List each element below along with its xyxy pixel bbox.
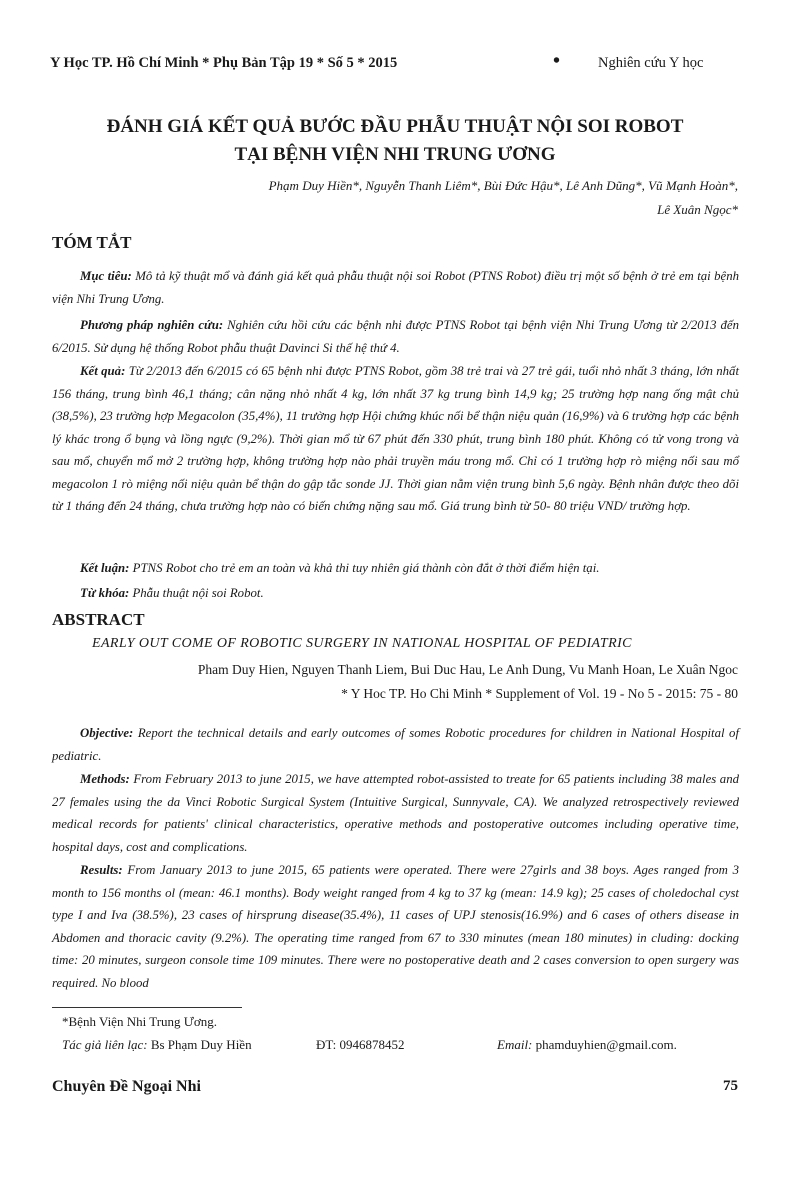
results-label: Kết quả: [80,364,126,378]
running-header-left: Y Học TP. Hồ Chí Minh * Phụ Bản Tập 19 * Số 5 * 2015 [50,55,398,71]
abstract-authors: Pham Duy Hien, Nguyen Thanh Liem, Bui Duc Hau, Le Anh Dung, Vu Manh Hoan, Le Xuân Ngoc [197,662,738,677]
footnote-affiliation: *Bệnh Viện Nhi Trung Ương. [62,1014,217,1029]
summary-results [52,360,739,518]
running-header-right: Nghiên cứu Y học [598,55,704,71]
authors-line-2: Lê Xuân Ngọc* [657,202,738,217]
abstract-results-label: Results: [80,863,123,877]
footnote-email [497,1037,677,1053]
method-label: Phương pháp nghiên cứu: [80,318,224,332]
contact-label: Tác giả liên lạc: [62,1037,148,1052]
abstract-results-text: From January 2013 to june 2015, 65 patients were operated. There were 27girls and 38 boys. Ages ranged from 3 month to 156 months ol (mean: 46.1 months). Body weight ranged from 4 kg to 37 kg (mean: 14.9 kg); 25 cases of choledochal cyst type I and Iva (38.5%), 23 cases of hirsprung disease(35.4%), 11 cases of UPJ stenosis(16.9%) and 6 cases of others disease in Abdomen and thoracic cavity (9.2%). The operating time ranged from 67 to 330 minutes (mean 180 minutes) in cluding: docking time: 20 minutes, surgeon console time 109 minutes. There were no postoperative death and 2 cases conversion to open surgery was required. No blood [52,863,739,990]
objective-label: Mục tiêu: [80,269,132,283]
email-label: Email: [497,1037,533,1052]
footer-journal-section: Chuyên Đề Ngoại Nhi [52,1078,201,1095]
keywords-text: Phẫu thuật nội soi Robot. [132,586,264,600]
abstract-methods [52,768,739,858]
authors-line-1: Phạm Duy Hiền*, Nguyễn Thanh Liêm*, Bùi Đức Hậu*, Lê Anh Dũng*, Vũ Mạnh Hoàn*, [268,178,738,193]
abstract-objective-label: Objective: [80,726,134,740]
footnote-phone: ĐT: 0946878452 [316,1037,405,1052]
paper-title-line-1: ĐÁNH GIÁ KẾT QUẢ BƯỚC ĐẦU PHẪU THUẬT NỘI SOI ROBOT [106,116,684,137]
contact-name: Bs Phạm Duy Hiền [150,1037,252,1052]
email-address: phamduyhien@gmail.com. [535,1037,677,1052]
abstract-objective [52,722,739,767]
page-number: 75 [723,1078,738,1094]
abstract-methods-text: From February 2013 to june 2015, we have attempted robot-assisted to treate for 65 patients including 38 males and 27 females using the da Vinci Robotic Surgical System (Intuitive Surgical, Sunnyvale, CA). We analyzed retrospectively reviewed medical records for patients' clinical characteristics, operative methods and postoperative outcomes including operative time, hospital days, cost and complications. [52,772,739,854]
abstract-results [52,859,739,994]
abstract-objective-text: Report the technical details and early outcomes of somes Robotic procedures for children in National Hospital of pediatric. [52,726,740,763]
method-text: Nghiên cứu hồi cứu các bệnh nhi được PTNS Robot tại bệnh viện Nhi Trung Ương từ 2/2013 đến 6/2015. Sử dụng hệ thống Robot phẫu thuật Davinci Si thế hệ thứ 4. [52,318,739,355]
footnote-contact [62,1037,252,1053]
objective-text: Mô tả kỹ thuật mổ và đánh giá kết quả phẫu thuật nội soi Robot (PTNS Robot) điều trị một số bệnh ở trẻ em tại bệnh viện Nhi Trung Ương. [52,269,739,306]
abstract-title: EARLY OUT COME OF ROBOTIC SURGERY IN NATIONAL HOSPITAL OF PEDIATRIC [92,636,632,651]
keywords-label: Từ khóa: [80,586,130,600]
conclusion-text: PTNS Robot cho trẻ em an toàn và khả thi tuy nhiên giá thành còn đắt ở thời điểm hiện tại. [132,561,600,575]
abstract-citation: * Y Hoc TP. Ho Chi Minh * Supplement of Vol. 19 - No 5 - 2015: 75 - 80 [341,686,738,701]
header-bullet: • [553,50,561,72]
summary-method [52,314,739,359]
summary-heading: TÓM TẮT [52,233,132,252]
conclusion-label: Kết luận: [80,561,130,575]
abstract-methods-label: Methods: [80,772,130,786]
results-text: Từ 2/2013 đến 6/2015 có 65 bệnh nhi được PTNS Robot, gồm 38 trẻ trai và 27 trẻ gái, tuổi nhỏ nhất 3 tháng, lớn nhất 156 tháng, trung bình 46,1 tháng; cân nặng nhỏ nhất 4 kg, lớn nhất 37 kg trung bình 14,9 kg; 25 trường hợp nang ống mật chủ (38,5%), 23 trường hợp Megacolon (35,4%), 11 trường hợp Hội chứng khúc nối bể thận niệu quản (16,9%) và 6 trường hợp các bệnh lý khác trong ổ bụng và lồng ngực (9,2%). Thời gian mổ từ 67 phút đến 330 phút, trung bình 180 phút. Không có tử vong trong và sau mổ, chuyển mổ mở 2 trường hợp, không trường hợp nào phải truyền máu trong mổ. Chỉ có 1 trường hợp rò miệng nối sau mổ megacolon 1 rò miệng nối niệu quản bể thận do gập tắc sonde JJ. Thời gian nằm viện trung bình 5,6 ngày. Bệnh nhân được theo dõi từ 1 tháng đến 24 tháng, chưa trường hợp nào có biến chứng nặng sau mổ. Giá trung bình từ 50- 80 triệu VND/ trường hợp. [52,364,739,513]
summary-keywords [52,582,739,605]
paper-title-line-2: TẠI BỆNH VIỆN NHI TRUNG ƯƠNG [234,144,556,165]
abstract-heading: ABSTRACT [52,610,145,629]
footnote-divider [52,1007,242,1008]
summary-conclusion [52,557,739,580]
summary-objective [52,265,739,310]
